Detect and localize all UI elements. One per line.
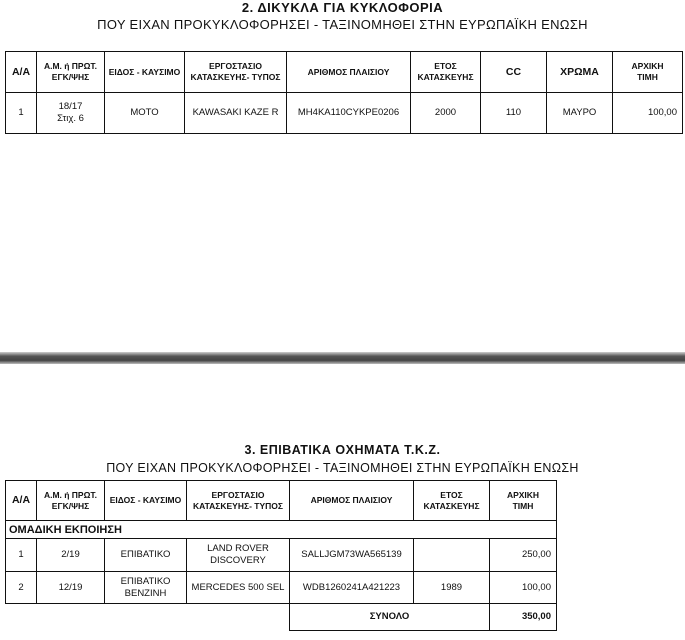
cell-ergostasio: LAND ROVER DISCOVERY (187, 539, 290, 572)
total-value: 350,00 (490, 604, 557, 631)
cell-plaisio: WDB1260241A421223 (290, 572, 414, 604)
cell-ergostasio: MERCEDES 500 SEL (187, 572, 290, 604)
col-header-plaisio: ΑΡΙΘΜΟΣ ΠΛΑΙΣΙΟΥ (287, 52, 411, 93)
col-header-aa: Α/Α (6, 481, 37, 521)
cell-xroma: ΜΑΥΡΟ (547, 93, 613, 134)
cell-timi: 100,00 (490, 572, 557, 604)
cell-timi: 100,00 (613, 93, 683, 134)
col-header-etos: ΕΤΟΣ ΚΑΤΑΣΚΕΥΗΣ (411, 52, 481, 93)
cell-am: 18/17 Στιχ. 6 (37, 93, 105, 134)
section2-subtitle: ΠΟΥ ΕΙΧΑΝ ΠΡΟΚΥΚΛΟΦΟΡΗΣΕΙ - ΤΑΞΙΝΟΜΗΘΕΙ ΣΤΗΝ ΕΥΡΩΠΑΪΚΗ ΕΝΩΣΗ (97, 17, 588, 32)
total-label: ΣΥΝΟΛΟ (290, 604, 490, 631)
section3-subtitle: ΠΟΥ ΕΙΧΑΝ ΠΡΟΚΥΚΛΟΦΟΡΗΣΕΙ - ΤΑΞΙΝΟΜΗΘΕΙ ΣΤΗΝ ΕΥΡΩΠΑΪΚΗ ΕΝΩΣΗ (106, 461, 579, 475)
col-header-am: Α.Μ. ή ΠΡΩΤ. ΕΓΚ/ΨΗΣ (37, 481, 105, 521)
cell-am: 2/19 (37, 539, 105, 572)
col-header-eidos: ΕΙΔΟΣ - ΚΑΥΣΙΜΟ (105, 481, 187, 521)
col-header-cc: CC (481, 52, 547, 93)
table-row (6, 93, 683, 134)
cell-cc: 110 (481, 93, 547, 134)
passenger-vehicles-table (5, 480, 557, 631)
page-separator (0, 352, 685, 364)
col-header-xroma: ΧΡΩΜΑ (547, 52, 613, 93)
col-header-timi: ΑΡΧΙΚΗ ΤΙΜΗ (613, 52, 683, 93)
col-header-aa: Α/Α (6, 52, 37, 93)
col-header-am: Α.Μ. ή ΠΡΩΤ. ΕΓΚ/ΨΗΣ (37, 52, 105, 93)
table-row (6, 572, 557, 604)
cell-aa: 2 (6, 572, 37, 604)
section3-title: 3. ΕΠΙΒΑΤΙΚΑ ΟΧΗΜΑΤΑ Τ.Κ.Ζ. (244, 443, 441, 457)
col-header-etos: ΕΤΟΣ ΚΑΤΑΣΚΕΥΗΣ (414, 481, 490, 521)
cell-etos (414, 539, 490, 572)
col-header-ergostasio: ΕΡΓΟΣΤΑΣΙΟ ΚΑΤΑΣΚΕΥΗΣ- ΤΥΠΟΣ (187, 481, 290, 521)
cell-etos: 1989 (414, 572, 490, 604)
cell-aa: 1 (6, 93, 37, 134)
col-header-plaisio: ΑΡΙΘΜΟΣ ΠΛΑΙΣΙΟΥ (290, 481, 414, 521)
col-header-timi: ΑΡΧΙΚΗ ΤΙΜΗ (490, 481, 557, 521)
cell-eidos: ΜΟΤΟ (105, 93, 185, 134)
cell-eidos: ΕΠΙΒΑΤΙΚΟ ΒΕΝΖΙΝΗ (105, 572, 187, 604)
group-row (6, 521, 557, 539)
table-header-row (6, 52, 683, 93)
cell-eidos: ΕΠΙΒΑΤΙΚΟ (105, 539, 187, 572)
cell-ergostasio: KAWASAKI KAZE R (185, 93, 287, 134)
cell-timi: 250,00 (490, 539, 557, 572)
group-label: ΟΜΑΔΙΚΗ ΕΚΠΟΙΗΣΗ (6, 521, 557, 539)
cell-plaisio: SALLJGM73WA565139 (290, 539, 414, 572)
table-row (6, 539, 557, 572)
col-header-eidos: ΕΙΔΟΣ - ΚΑΥΣΙΜΟ (105, 52, 185, 93)
cell-plaisio: MH4KA110CYKPE0206 (287, 93, 411, 134)
table-header-row (6, 481, 557, 521)
cell-am: 12/19 (37, 572, 105, 604)
total-row (6, 604, 557, 631)
total-spacer (6, 604, 290, 631)
cell-aa: 1 (6, 539, 37, 572)
col-header-ergostasio: ΕΡΓΟΣΤΑΣΙΟ ΚΑΤΑΣΚΕΥΗΣ- ΤΥΠΟΣ (185, 52, 287, 93)
cell-etos: 2000 (411, 93, 481, 134)
section2-title: 2. ΔΙΚΥΚΛΑ ΓΙΑ ΚΥΚΛΟΦΟΡΙΑ (241, 0, 444, 15)
motorcycles-table (5, 51, 683, 134)
